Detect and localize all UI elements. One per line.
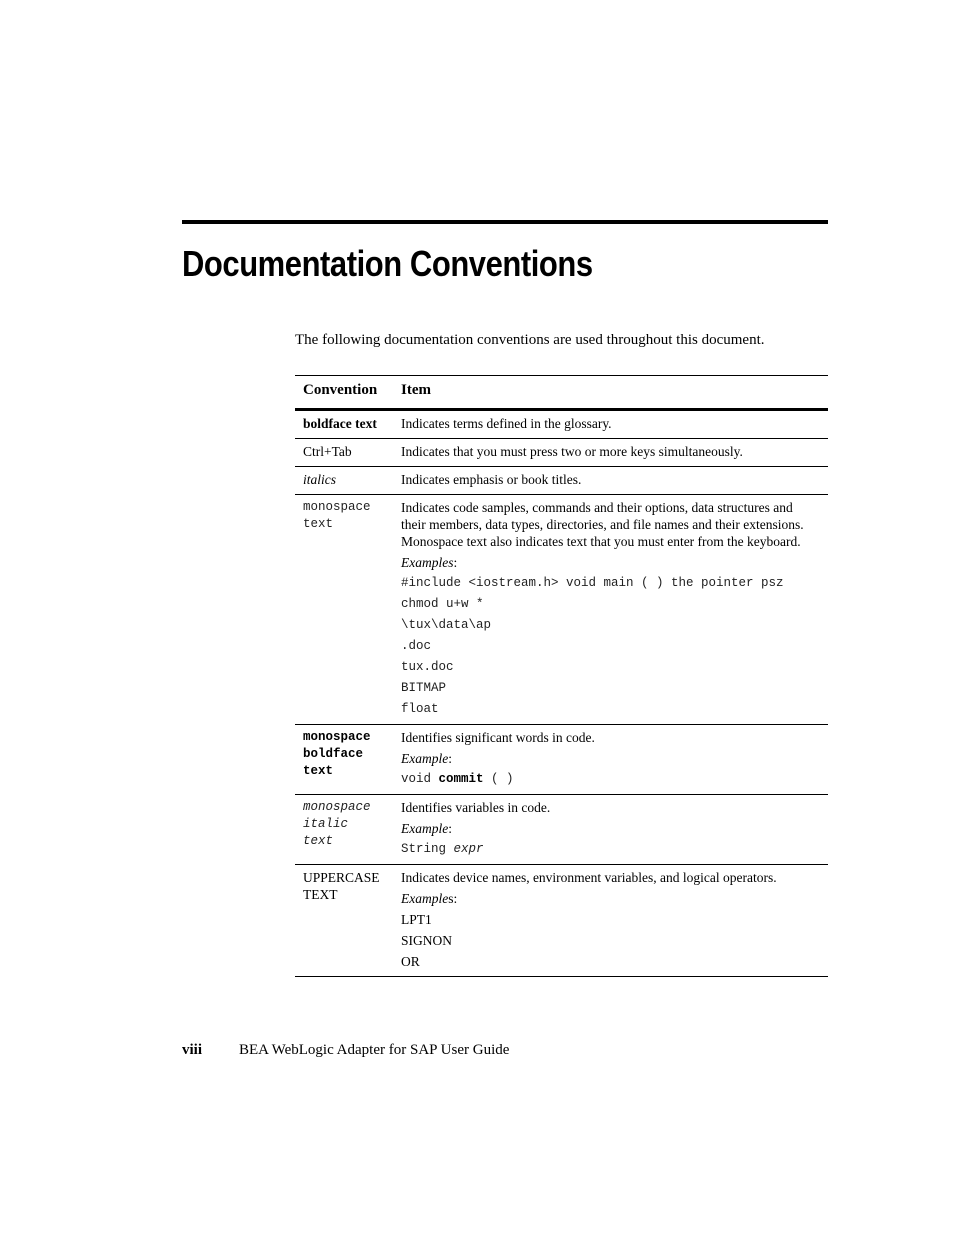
convention-line: monospace (303, 500, 371, 514)
table-row (295, 495, 828, 725)
examples-suffix: s: (448, 891, 458, 906)
table-row (295, 725, 828, 795)
title-rule (182, 220, 828, 224)
examples-label: Example (401, 891, 449, 906)
convention-cell: Ctrl+Tab (295, 439, 393, 467)
code-part-bold: commit (438, 772, 484, 786)
convention-cell (295, 495, 393, 725)
convention-line: UPPERCASE (303, 870, 380, 885)
description-line: Indicates code samples, commands and their options, data structures and (401, 500, 793, 515)
description-cell: Indicates that you must press two or more keys simultaneously. (393, 439, 828, 467)
code-part: String (401, 842, 454, 856)
examples-colon: : (453, 555, 458, 570)
examples-label-line (401, 890, 820, 907)
table-row (295, 865, 828, 977)
code-example: chmod u+w * (401, 597, 484, 611)
convention-line: TEXT (303, 887, 338, 902)
convention-line: text (303, 517, 334, 531)
example-value: SIGNON (401, 933, 453, 948)
book-title: BEA WebLogic Adapter for SAP User Guide (239, 1042, 510, 1058)
convention-boldface: boldface text (303, 416, 377, 431)
convention-line: monospace (303, 730, 371, 744)
code-part: void (401, 772, 439, 786)
intro-paragraph: The following documentation conventions are used throughout this document. (295, 332, 765, 348)
header-item: Item (393, 376, 828, 410)
header-convention: Convention (295, 376, 393, 410)
convention-line: text (303, 764, 334, 778)
code-example (401, 771, 820, 788)
description-cell: Indicates emphasis or book titles. (393, 467, 828, 495)
examples-label: Examples (401, 555, 454, 570)
convention-line: monospace (303, 800, 371, 814)
table-row (295, 467, 828, 495)
convention-cell (295, 865, 393, 977)
table-header-row (295, 376, 828, 410)
code-part: ( ) (483, 772, 514, 786)
description-line: Monospace text also indicates text that you must enter from the keyboard. (401, 534, 801, 549)
example-colon: : (448, 821, 452, 836)
code-example: BITMAP (401, 681, 447, 695)
example-label-line (401, 820, 820, 837)
conventions-table (295, 375, 828, 977)
description-cell (393, 495, 828, 725)
convention-line: italic (303, 817, 349, 831)
example-value: LPT1 (401, 912, 432, 927)
description-cell (393, 795, 828, 865)
description-line: their members, data types, directories, and file names and their extensions. (401, 517, 804, 532)
page-title: Documentation Conventions (182, 243, 593, 284)
table-row (295, 439, 828, 467)
example-colon: : (448, 751, 452, 766)
description-cell (393, 725, 828, 795)
convention-line: text (303, 834, 334, 848)
convention-cell (295, 467, 393, 495)
table-row (295, 795, 828, 865)
code-example: #include <iostream.h> void main ( ) the pointer psz (401, 576, 784, 590)
code-example: \tux\data\ap (401, 618, 492, 632)
example-label: Example (401, 821, 449, 836)
page-number: viii (182, 1042, 203, 1058)
example-label: Example (401, 751, 449, 766)
description-cell (393, 865, 828, 977)
code-part-italic: expr (453, 842, 484, 856)
examples-label-line (401, 554, 820, 571)
code-example: float (401, 702, 439, 716)
convention-cell (295, 410, 393, 439)
description-line: Identifies variables in code. (401, 800, 551, 815)
page-footer (182, 1040, 509, 1060)
example-label-line (401, 750, 820, 767)
code-example: tux.doc (401, 660, 454, 674)
convention-line: boldface (303, 747, 364, 761)
convention-italics: italics (303, 472, 336, 487)
description-line: Indicates device names, environment variables, and logical operators. (401, 870, 777, 885)
code-example: .doc (401, 639, 432, 653)
description-cell: Indicates terms defined in the glossary. (393, 410, 828, 439)
example-value: OR (401, 954, 420, 969)
convention-cell (295, 795, 393, 865)
convention-cell (295, 725, 393, 795)
table-row (295, 410, 828, 439)
description-line: Identifies significant words in code. (401, 730, 595, 745)
code-example (401, 841, 820, 858)
